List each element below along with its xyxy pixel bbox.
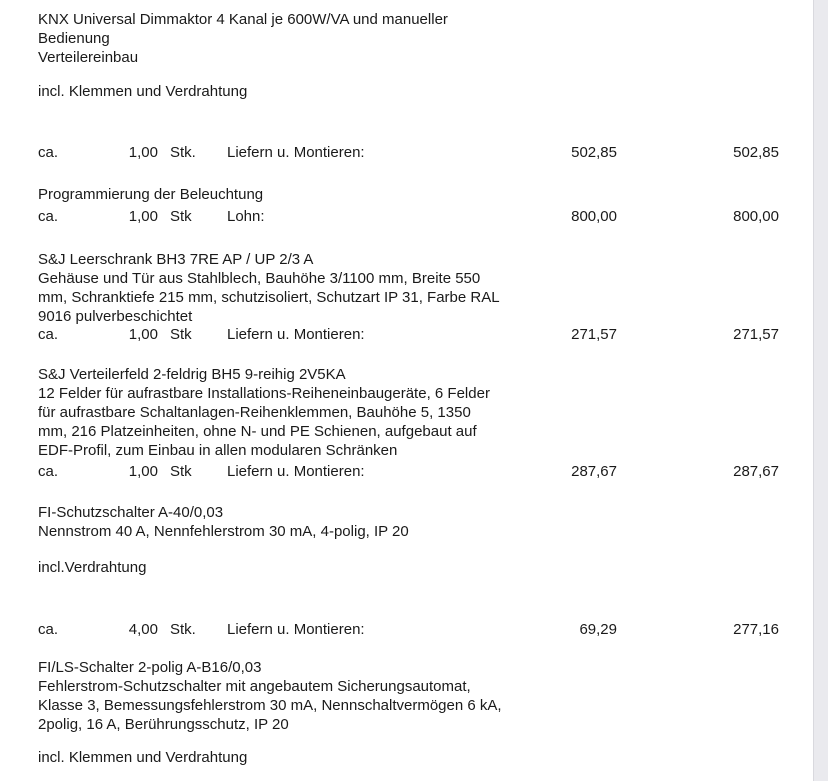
total-price: 800,00: [733, 208, 779, 225]
service-label: Liefern u. Montieren:: [227, 463, 365, 480]
service-label: Liefern u. Montieren:: [227, 144, 365, 161]
item-description-line: 9016 pulverbeschichtet: [38, 308, 193, 325]
quantity: 4,00: [128, 621, 158, 638]
item-note: incl. Klemmen und Verdrahtung: [38, 83, 248, 100]
total-price: 271,57: [733, 326, 779, 343]
unit-price: 502,85: [571, 144, 617, 161]
item-description-line: Verteilereinbau: [38, 49, 139, 66]
quantity: 1,00: [128, 208, 158, 225]
service-label: Liefern u. Montieren:: [227, 326, 365, 343]
item-note: incl. Klemmen und Verdrahtung: [38, 749, 248, 766]
item-description-line: Bedienung: [38, 30, 110, 47]
unit-price: 800,00: [571, 208, 617, 225]
service-label: Liefern u. Montieren:: [227, 621, 365, 638]
approx-prefix: ca.: [38, 326, 59, 343]
item-description-line: mm, Schranktiefe 215 mm, schutzisoliert, Schutzart IP 31, Farbe RAL: [38, 289, 500, 306]
unit-price: 69,29: [579, 621, 617, 638]
item-description-line: 12 Felder für aufrastbare Installations-Reiheneinbaugeräte, 6 Felder: [38, 385, 490, 402]
approx-prefix: ca.: [38, 463, 59, 480]
item-description-line: S&J Verteilerfeld 2-feldrig BH5 9-reihig 2V5KA: [38, 366, 346, 383]
unit-price: 287,67: [571, 463, 617, 480]
item-price-row: [0, 325, 828, 344]
approx-prefix: ca.: [38, 621, 59, 638]
item-price-row: [0, 143, 828, 162]
item-description-line: Klasse 3, Bemessungsfehlerstrom 30 mA, Nennschaltvermögen 6 kA,: [38, 697, 502, 714]
unit-label: Stk: [170, 463, 192, 480]
item-price-row: [0, 207, 828, 226]
quantity: 1,00: [128, 144, 158, 161]
item-description-line: Gehäuse und Tür aus Stahlblech, Bauhöhe 3/1100 mm, Breite 550: [38, 270, 481, 287]
approx-prefix: ca.: [38, 144, 59, 161]
unit-label: Stk: [170, 326, 192, 343]
unit-price: 271,57: [571, 326, 617, 343]
total-price: 287,67: [733, 463, 779, 480]
item-description-line: Nennstrom 40 A, Nennfehlerstrom 30 mA, 4-polig, IP 20: [38, 523, 409, 540]
service-label: Lohn:: [227, 208, 265, 225]
approx-prefix: ca.: [38, 208, 59, 225]
item-description-line: FI-Schutzschalter A-40/0,03: [38, 504, 224, 521]
unit-label: Stk.: [170, 144, 196, 161]
item-description-line: Programmierung der Beleuchtung: [38, 186, 264, 203]
item-description-line: EDF-Profil, zum Einbau in allen modularen Schränken: [38, 442, 398, 459]
item-description-line: Fehlerstrom-Schutzschalter mit angebautem Sicherungsautomat,: [38, 678, 471, 695]
item-description-line: für aufrastbare Schaltanlagen-Reihenklemmen, Bauhöhe 5, 1350: [38, 404, 471, 421]
quantity: 1,00: [128, 326, 158, 343]
item-price-row: [0, 462, 828, 481]
unit-label: Stk.: [170, 621, 196, 638]
viewer-edge-strip: [813, 0, 828, 781]
item-description-line: S&J Leerschrank BH3 7RE AP / UP 2/3 A: [38, 251, 314, 268]
total-price: 502,85: [733, 144, 779, 161]
item-description-line: FI/LS-Schalter 2-polig A-B16/0,03: [38, 659, 262, 676]
item-description-line: KNX Universal Dimmaktor 4 Kanal je 600W/VA und manueller: [38, 11, 448, 28]
unit-label: Stk: [170, 208, 192, 225]
quantity: 1,00: [128, 463, 158, 480]
item-price-row: [0, 620, 828, 639]
item-description-line: 2polig, 16 A, Berührungsschutz, IP 20: [38, 716, 289, 733]
total-price: 277,16: [733, 621, 779, 638]
item-note: incl.Verdrahtung: [38, 559, 147, 576]
item-description-line: mm, 216 Platzeinheiten, ohne N- und PE Schienen, aufgebaut auf: [38, 423, 477, 440]
